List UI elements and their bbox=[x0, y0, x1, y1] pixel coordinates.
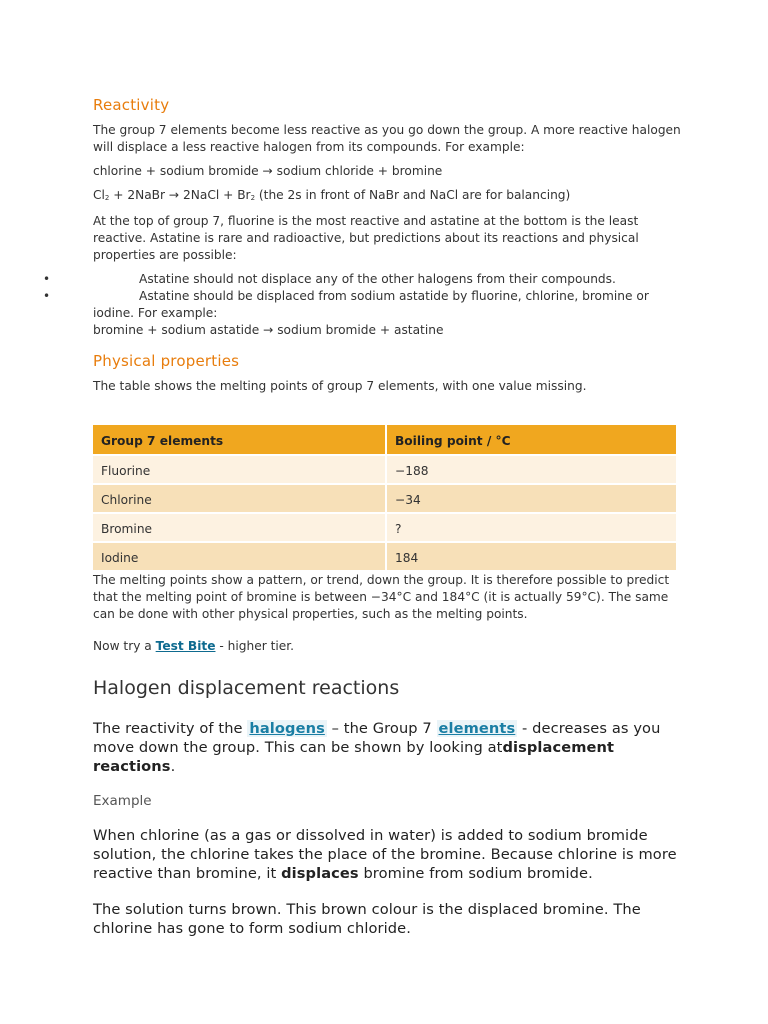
eq-part2: + 2NaBr → 2NaCl + Br bbox=[109, 188, 251, 202]
chlorine-example-paragraph bbox=[93, 826, 683, 883]
element-cell: Iodine bbox=[93, 542, 386, 570]
eq-subscript1: 2 bbox=[104, 194, 110, 202]
value-cell: −188 bbox=[386, 455, 676, 484]
element-cell: Fluorine bbox=[93, 455, 386, 484]
bullet-text: Astatine should not displace any of the other halogens from their compounds. bbox=[139, 272, 616, 286]
text: – the Group 7 bbox=[326, 720, 437, 737]
halogens-link[interactable]: halogens bbox=[249, 720, 325, 737]
text: When chlorine (as a gas or dissolved in water) is added to sodium bromide solution, the chlorine takes the place of the bromine. Because chlorine is more reactive than bromine, it bbox=[93, 827, 677, 882]
eq-subscript2: 2 bbox=[250, 194, 256, 202]
astatine-bullet-list bbox=[43, 271, 683, 339]
displaces-bold: displaces bbox=[281, 865, 359, 882]
document-page bbox=[43, 96, 683, 955]
table-row bbox=[93, 513, 676, 542]
example-label: Example bbox=[93, 793, 152, 809]
bullet-text: Astatine should be displaced from sodium astatide by fluorine, chlorine, bromine or iodine. For example: bbox=[93, 289, 649, 320]
text: The reactivity of the bbox=[93, 720, 248, 737]
text: . bbox=[170, 758, 176, 775]
displacement-reactions-bold: displacement reactions bbox=[93, 739, 615, 775]
symbol-equation bbox=[93, 187, 683, 206]
physical-properties-heading: Physical properties bbox=[93, 352, 240, 370]
reactivity-heading: Reactivity bbox=[93, 96, 170, 114]
try-test-bite bbox=[93, 638, 683, 655]
try-suffix: - higher tier. bbox=[215, 639, 295, 653]
header-boiling-point: Boiling point / °C bbox=[386, 425, 676, 455]
boiling-point-table bbox=[93, 425, 676, 570]
text: bromine from sodium bromide. bbox=[358, 865, 593, 882]
trend-paragraph: The melting points show a pattern, or trend, down the group. It is therefore possible to predict that the melting point of bromine is between −34°C and 184°C (it is actually 59°C). The same can be done with other physical properties, such as the melting points. bbox=[93, 573, 670, 621]
physical-intro: The table shows the melting points of group 7 elements, with one value missing. bbox=[93, 379, 587, 393]
value-cell: −34 bbox=[386, 484, 676, 513]
reactivity-intro: The group 7 elements become less reactive as you go down the group. A more reactive halogen will displace a less reactive halogen from its compounds. For example: bbox=[93, 123, 681, 154]
element-cell: Chlorine bbox=[93, 484, 386, 513]
header-elements: Group 7 elements bbox=[93, 425, 386, 455]
element-cell: Bromine bbox=[93, 513, 386, 542]
table-row bbox=[93, 455, 676, 484]
elements-link[interactable]: elements bbox=[438, 720, 516, 737]
text: - decreases as you move down the group. This can be shown by looking at bbox=[93, 720, 661, 756]
bullet-equation: bromine + sodium astatide → sodium bromide + astatine bbox=[93, 323, 444, 337]
word-equation: chlorine + sodium bromide → sodium chloride + bromine bbox=[93, 164, 443, 178]
bullet-icon: • bbox=[43, 289, 51, 303]
boiling-point-table-wrapper bbox=[93, 425, 676, 570]
table-row bbox=[93, 484, 676, 513]
list-item bbox=[43, 288, 683, 339]
eq-part3: (the 2s in front of NaBr and NaCl are for balancing) bbox=[255, 188, 571, 202]
list-item bbox=[43, 271, 683, 288]
try-prefix: Now try a bbox=[93, 639, 156, 653]
brown-solution-paragraph: The solution turns brown. This brown colour is the displaced bromine. The chlorine has gone to form sodium chloride. bbox=[93, 901, 641, 937]
bullet-icon: • bbox=[43, 272, 51, 286]
table-row bbox=[93, 542, 676, 570]
reactivity-halogens-paragraph bbox=[93, 719, 683, 776]
value-cell: ? bbox=[386, 513, 676, 542]
table-header-row bbox=[93, 425, 676, 455]
displacement-heading: Halogen displacement reactions bbox=[93, 677, 400, 699]
top-of-group-paragraph: At the top of group 7, fluorine is the most reactive and astatine at the bottom is the least reactive. Astatine is rare and radioactive, but predictions about its reactions and physical properties are possible: bbox=[93, 214, 639, 262]
value-cell: 184 bbox=[386, 542, 676, 570]
eq-part1: Cl bbox=[93, 188, 105, 202]
test-bite-link[interactable]: Test Bite bbox=[155, 639, 216, 653]
